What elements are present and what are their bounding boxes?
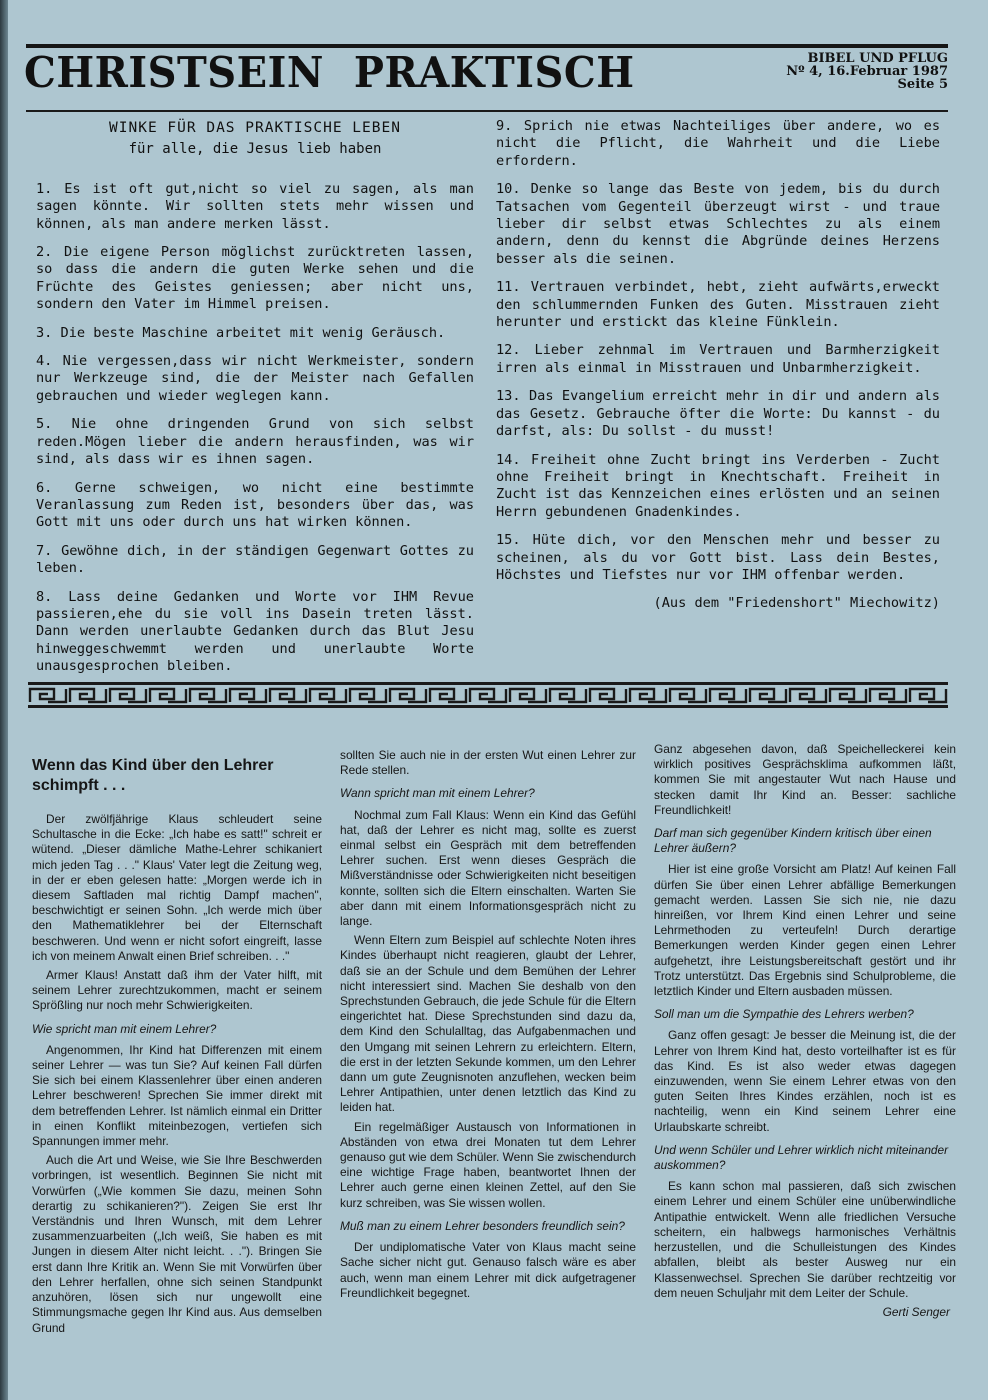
greek-key-border <box>28 682 948 708</box>
winke-item: 5. Nie ohne dringenden Grund von sich selbst reden.Mögen lieber die andern herausfinden, was wir sind, als dass wir es ihnen sagen. <box>36 416 474 468</box>
article-subheading: Wie spricht man mit einem Lehrer? <box>32 1021 217 1036</box>
winke-item: 12. Lieber zehnmal im Vertrauen und Barmherzigkeit irren als einmal in Misstrauen und Unbarmherzigkeit. <box>496 342 940 376</box>
winke-item: 1. Es ist oft gut,nicht so viel zu sagen, als man sagen könnte. Wir sollten stets mehr wissen und können, als man andere merken lässt. <box>36 180 474 232</box>
article-subheading: Wann spricht man mit einem Lehrer? <box>340 786 535 801</box>
page-number: Seite 5 <box>897 77 948 92</box>
masthead-word-2: PRAKTISCH <box>353 48 635 98</box>
winke-item: 15. Hüte dich, vor den Menschen mehr und besser zu scheinen, als du vor Gott bist. Lass dein Bestes, Höchstes und Tiefstes nur vor IHM offenbar werden. <box>496 532 940 583</box>
winke-item: 8. Lass deine Gedanken und Worte vor IHM Revue passieren,ehe du sie voll ins Dasein treten lässt. Dann werden unerlaubte Gedanken durch das Blut Jesu hinweggeschwemmt werden und unerlaubte Worte unausgesprochen bleiben. <box>36 588 474 675</box>
winke-item: 6. Gerne schweigen, wo nicht eine bestimmte Veranlassung zum Reden ist, besonders über das, was Gott mit uns oder durch uns hat wirken können. <box>36 479 474 531</box>
article-column-1 <box>32 750 322 1340</box>
article-paragraph: Nochmal zum Fall Klaus: Wenn ein Kind das Gefühl hat, daß der Lehrer es nicht mag, sollte es zuerst einmal selbst ein Gespräch mit dem betreffenden Lehrer suchen. Erst wenn dieses Gespräch die Mißverständnisse oder Schwierigkeiten nicht beseitigen konnte, sollten sich die Eltern einschalten. Warten Sie aber dann mit einem Informationsgespräch nicht zu lange. <box>340 807 636 929</box>
masthead-bottom-rule <box>26 110 948 112</box>
article-subheading: Und wenn Schüler und Lehrer wirklich nicht miteinander auskommen? <box>654 1142 949 1173</box>
article-paragraph: Ein regelmäßiger Austausch von Informationen in Abständen von etwa drei Monaten tut dem Lehrer genauso gut wie dem Schüler. Wenn Sie zwischendurch eine wichtige Frage haben, beantwortet Ihnen der Lehrer auch gerne einen kleinen Zettel, auf den Sie kurz schreiben, was Sie wissen wollen. <box>340 1119 636 1210</box>
article-subheading: Muß man zu einem Lehrer besonders freundlich sein? <box>340 1218 625 1233</box>
winke-item: 10. Denke so lange das Beste von jedem, bis du durch Tatsachen vom Gegenteil überzeugt wirst - und traue lieber dir selbst etwas Schlechtes zu als einem andern, denn du kennst die Abgründe deines Herzens besser als die seinen. <box>496 181 940 267</box>
winke-item: 14. Freiheit ohne Zucht bringt ins Verderben - Zucht ohne Freiheit bringt in Knechtschaft. Freiheit in Zucht ist das Kennzeichen eines erlösten und an seinen Herrn gebundenen Gnadenkindes. <box>496 451 940 520</box>
winke-item: 4. Nie vergessen,dass wir nicht Werkmeister, sondern nur Werkzeuge sind, die der Meister nach Gefallen gebrauchen und wieder weglegen kann. <box>36 353 474 404</box>
winke-left-column <box>36 118 474 687</box>
article-paragraph: Angenommen, Ihr Kind hat Differenzen mit einem seiner Lehrer — was tun Sie? Auf keinen Fall dürfen Sie sich bei einem Klassenlehrer über einen anderen Lehrer beschweren! Sprechen Sie immer direkt mit dem betreffenden Lehrer. Ist nämlich einmal ein Dritter in einen Konflikt miteinbezogen, vertiefen sich Spannungen immer mehr. <box>32 1042 322 1149</box>
article-paragraph: sollten Sie auch nie in der ersten Wut einen Lehrer zur Rede stellen. <box>340 748 636 778</box>
issue-date: Nº 4, 16.Februar 1987 <box>786 64 948 79</box>
article-paragraph: Ganz abgesehen davon, daß Speichelleckerei kein wirklich positives Gesprächsklima aufkommen läßt, kommen Sie mit angestauter Wut nach Hause und stecken damit Ihr Kind an. Besser: sachliche Freundlichkeit! <box>654 742 956 817</box>
masthead-word-1: CHRISTSEIN <box>24 48 324 98</box>
article-subheading: Soll man um die Sympathie des Lehrers werben? <box>654 1007 914 1022</box>
article-paragraph: Armer Klaus! Anstatt daß ihm der Vater hilft, mit seinem Lehrer zurechtzukommen, macht er seinem Sprößling nur noch mehr Schwierigkeiten. <box>32 968 322 1013</box>
article-paragraph: Der zwölfjährige Klaus schleudert seine Schultasche in die Ecke: „Ich habe es satt!" schreit er wütend. „Dieser dämliche Mathe-Lehrer schikaniert mich jeden Tag . . ." Klaus' Vater legt die Zeitung weg, in der er eben gelesen hatte: „Morgen werde ich in diesem Saftladen mal richtig Dampf machen", beschwichtigt er seinen Sohn. „Ich werde mich über den Mathematiklehrer bei der Elternschaft beschweren. Und wenn er nicht sofort eingreift, lasse ich von meinem Anwalt einen Brief schreiben. . ." <box>32 812 322 963</box>
masthead-title <box>24 48 635 97</box>
article-paragraph: Es kann schon mal passieren, daß sich zwischen einem Lehrer und einem Schüler eine unüberwindliche Antipathie entwickelt. Wenn alle friedlichen Versuche scheitern, ein halbwegs harmonisches Verhältnis herzustellen, und die Schulleistungen des Kindes abfallen, bleibt als bester Ausweg nur ein Klassenwechsel. Sprechen Sie darüber rechtzeitig vor dem neuen Schuljahr mit dem Leiter der Schule. <box>654 1179 956 1300</box>
winke-item: 13. Das Evangelium erreicht mehr in dir und andern als das Gesetz. Gebrauche öfter die Worte: Du kannst - du darfst, als: Du sollst - du musst! <box>496 388 940 440</box>
binding-edge <box>0 0 8 1400</box>
winke-item: 7. Gewöhne dich, in der ständigen Gegenwart Gottes zu leben. <box>36 542 474 577</box>
winke-subheading: für alle, die Jesus lieb haben <box>128 141 382 158</box>
issue-info <box>786 52 948 91</box>
article-paragraph: Der undiplomatische Vater von Klaus macht seine Sache sicher nicht gut. Genauso falsch wäre es aber auch, wenn man einem Lehrer mit dick aufgetragener Freundlichkeit begegnet. <box>340 1240 636 1300</box>
article-title: Wenn das Kind über den Lehrer schimpft . . . <box>32 757 274 794</box>
article-paragraph: Ganz offen gesagt: Je besser die Meinung ist, die der Lehrer von Ihrem Kind hat, desto vorteilhafter ist es für das Kind. Es ist also weder etwas dagegen einzuwenden, wenn Sie einem Lehrer etwas von den guten Seiten Ihres Kindes erzählen, noch ist es nachteilig, wenn ein Kind seinem Lehrer eine Urlaubskarte schreibt. <box>654 1028 956 1134</box>
article-column-3 <box>654 742 956 1320</box>
article-paragraph: Hier ist eine große Vorsicht am Platz! Auf keinen Fall dürfen Sie über einen Lehrer abfällige Bemerkungen gemacht werden. Lassen Sie sich nie, nie dazu hinreißen, vor Ihrem Kind einen Lehrer und seine Lehrmethoden zu verteufeln! Durch derartige Bemerkungen werden Kinder gegen einen Lehrer aufgehetzt, ihre Leistungsbereitschaft gestört und ihr Trotz unterstützt. Das Ergebnis sind Schulprobleme, die letztlich Kinder und Eltern ausbaden müssen. <box>654 862 956 999</box>
article-author: Gerti Senger <box>882 1304 950 1319</box>
article-paragraph: Wenn Eltern zum Beispiel auf schlechte Noten ihres Kindes überhaupt nicht reagieren, glaubt der Lehrer, daß sie an der Schule und dem Bemühen der Lehrer nicht interessiert sind. Machen Sie deshalb von den Sprechstunden Gebrauch, die jede Schule für die Eltern eingerichtet hat. Diese Sprechstunden sind dazu da, dem Kind den Schulalltag, das Aufgabenmachen und den Umgang mit seinen Lehrern zu erleichtern. Eltern, die erst in der letzten Sekunde kommen, um den Lehrer dann um gute Zeugnisnoten anzuflehen, wecken beim Lehrer Antipathien, unter denen letztlich das Kind zu leiden hat. <box>340 933 636 1115</box>
winke-heading: WINKE FÜR DAS PRAKTISCHE LEBEN <box>109 120 401 136</box>
publication-name: BIBEL UND PFLUG <box>807 51 948 66</box>
greek-key-pattern <box>28 685 948 705</box>
winke-source: (Aus dem "Friedenshort" Miechowitz) <box>653 595 940 612</box>
winke-item: 2. Die eigene Person möglichst zurücktreten lassen, so dass die andern die guten Werke sehen und die Früchte des Geistes geniessen; aber nicht uns, sondern den Vater im Himmel preisen. <box>36 244 474 313</box>
winke-right-column <box>496 118 940 613</box>
winke-item: 11. Vertrauen verbindet, hebt, zieht aufwärts,erweckt den schlummernden Funken des Guten. Misstrauen zieht herunter und erstickt das kleine Fünklein. <box>496 279 940 331</box>
winke-item: 9. Sprich nie etwas Nachteiliges über andere, wo es nicht die Pflicht, die Wahrheit und die Liebe erfordern. <box>496 118 940 169</box>
article-subheading: Darf man sich gegenüber Kindern kritisch über einen Lehrer äußern? <box>654 826 932 856</box>
article-column-2 <box>340 748 636 1305</box>
article-paragraph: Auch die Art und Weise, wie Sie Ihre Beschwerden vorbringen, ist wesentlich. Beginnen Sie nicht mit Vorwürfen („Wie kommen Sie dazu, meinen Sohn derartig zu schikanieren?"). Zeigen Sie erst Ihr Verständnis und Ihren Wunsch, mit dem Lehrer zusammenzuarbeiten („Ich weiß, Sie haben es mit Jungen in diesem Alter nicht leicht. . ."). Bringen Sie erst dann Ihre Kritik an. Wenn Sie mit Vorwürfen über den Lehrer herfallen, ohne sich seinen Standpunkt anzuhören, lösen sich nur ungewollt eine Stimmungsmache gegen Ihr Kind aus. Aus demselben Grund <box>32 1153 322 1335</box>
winke-item: 3. Die beste Maschine arbeitet mit wenig Geräusch. <box>36 324 446 341</box>
